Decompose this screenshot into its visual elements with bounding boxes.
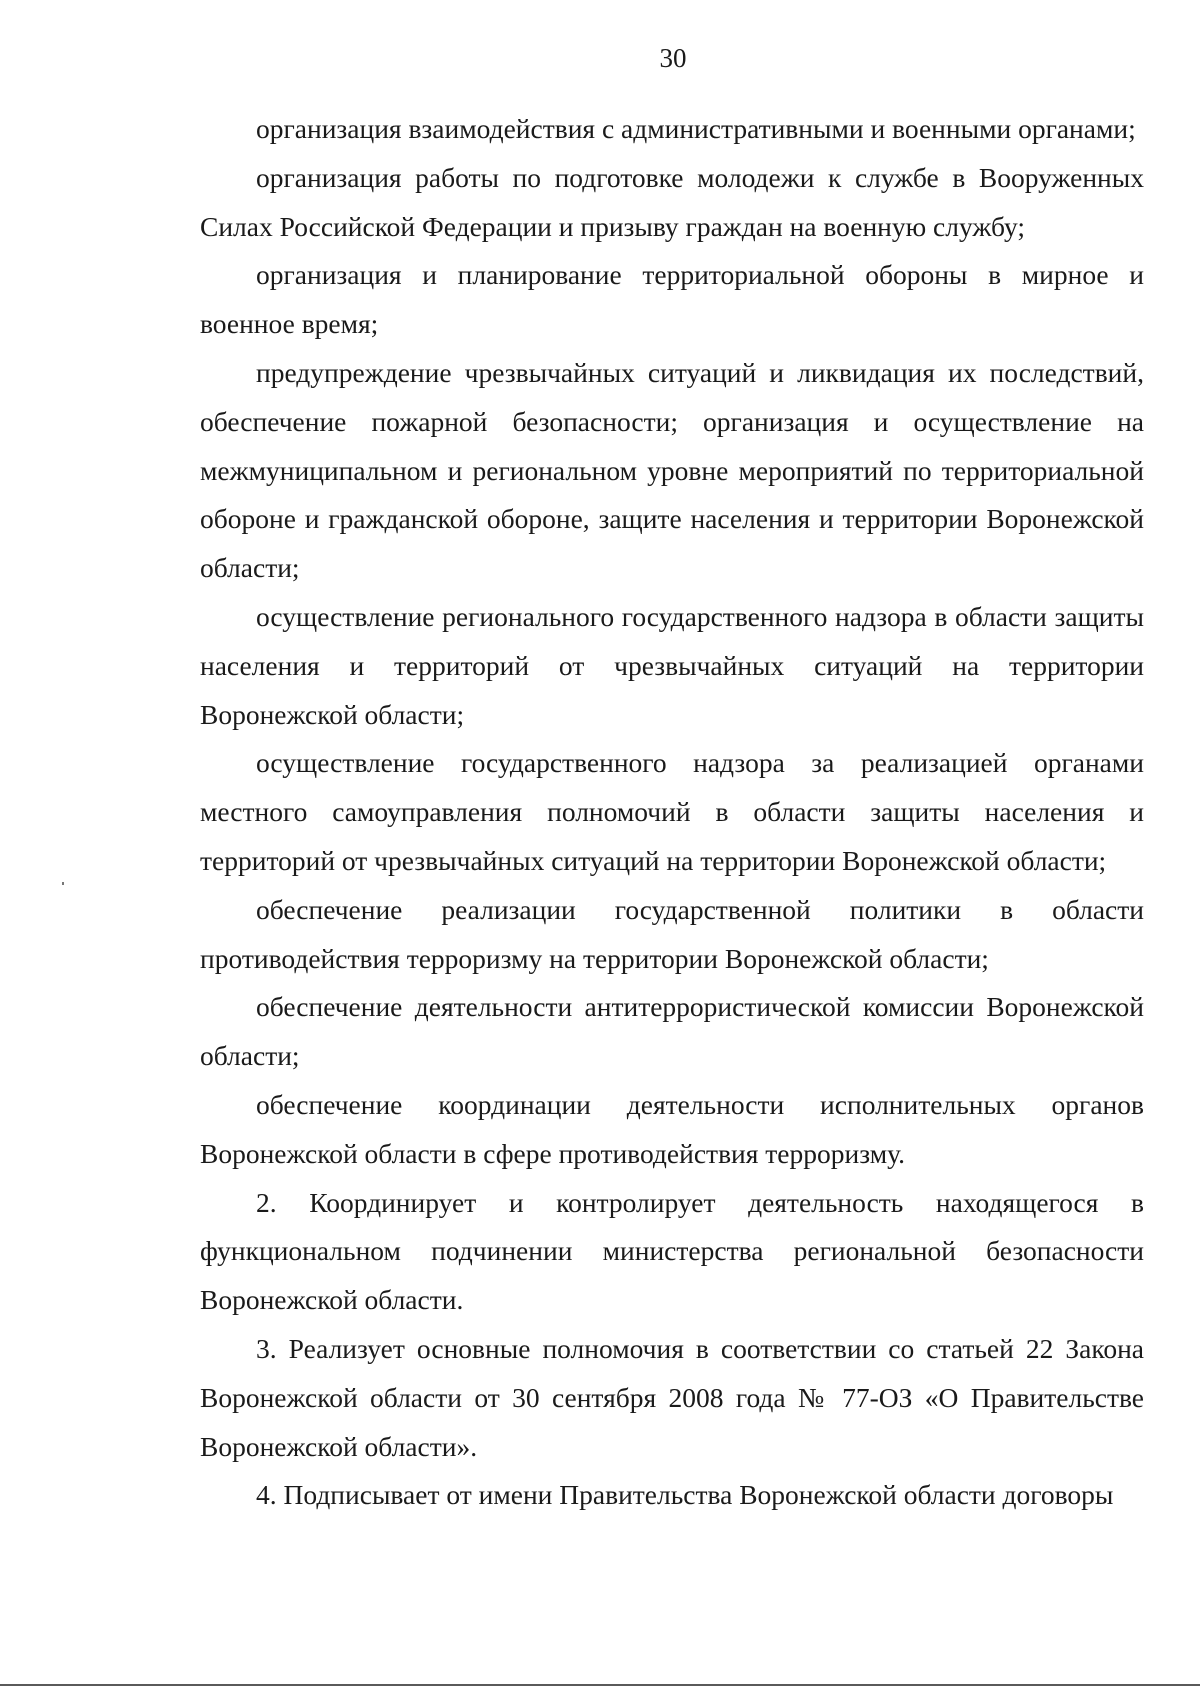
page-number: 30 bbox=[659, 43, 687, 73]
paragraph-12: 4. Подписывает от имени Правительства Воронежской области договоры bbox=[256, 1479, 1114, 1511]
paragraph-3: организация и планирование территориальной обороны в мирное и военное время; bbox=[200, 259, 1144, 340]
paragraph-4: предупреждение чрезвычайных ситуаций и ликвидация их последствий, обеспечение пожарной безопасности; организация и осуществление на межмуниципальном и региональном уровне мероприятий по территориальной обороне и гражданской обороне, защите населения и территории Воронежской области; bbox=[200, 356, 1144, 584]
paragraph-1: организация взаимодействия с административными и военными органами; bbox=[256, 113, 1136, 144]
paragraph-5: осуществление регионального государственного надзора в области защиты населения и территорий от чрезвычайных ситуаций на территории Воронежской области; bbox=[200, 600, 1144, 730]
document-body bbox=[200, 105, 1144, 1520]
paragraph-7: обеспечение реализации государственной политики в области противодействия терроризму на территории Воронежской области; bbox=[200, 893, 1144, 974]
paragraph-8: обеспечение деятельности антитеррористической комиссии Воронежской области; bbox=[200, 991, 1144, 1072]
paragraph-11: 3. Реализует основные полномочия в соответствии со статьей 22 Закона Воронежской области от 30 сентября 2008 года № 77-ОЗ «О Правительстве Воронежской области». bbox=[200, 1332, 1144, 1462]
paragraph-2: организация работы по подготовке молодежи к службе в Вооруженных Силах Российской Федерации и призыву граждан на военную службу; bbox=[200, 161, 1144, 242]
paragraph-9: обеспечение координации деятельности исполнительных органов Воронежской области в сфере противодействия терроризму. bbox=[200, 1088, 1144, 1169]
scan-speck bbox=[62, 882, 64, 885]
bottom-edge-rule bbox=[0, 1684, 1200, 1686]
paragraph-10: 2. Координирует и контролирует деятельность находящегося в функциональном подчинении министерства региональной безопасности Воронежской области. bbox=[200, 1186, 1144, 1316]
paragraph-6: осуществление государственного надзора за реализацией органами местного самоуправления полномочий в области защиты населения и территорий от чрезвычайных ситуаций на территории Воронежской области; bbox=[200, 747, 1144, 876]
